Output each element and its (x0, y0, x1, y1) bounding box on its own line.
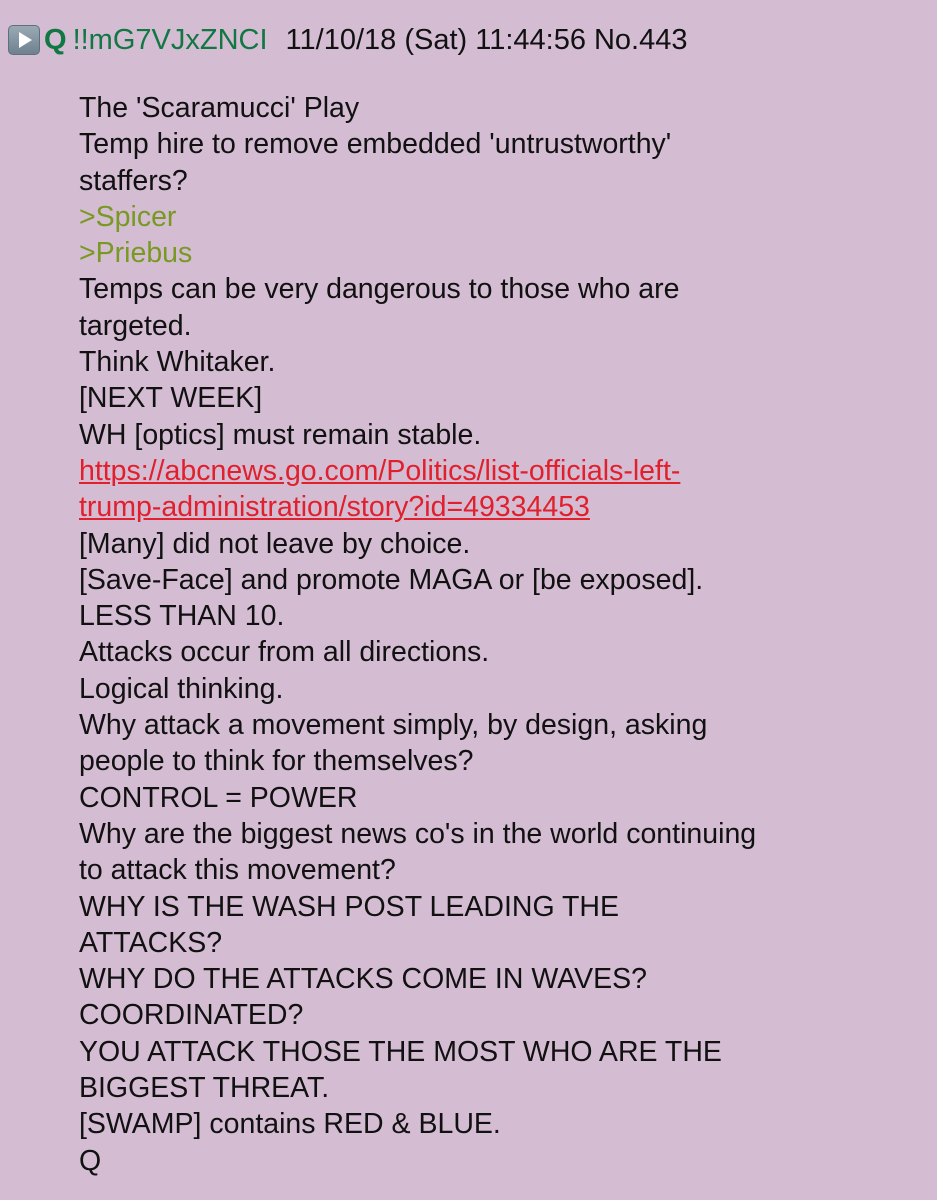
post-line: Temps can be very dangerous to those who are (79, 273, 680, 306)
post-line: [Many] did not leave by choice. (79, 527, 471, 560)
post-line: CONTROL = POWER (79, 781, 358, 814)
post-line: Logical thinking. (79, 672, 284, 705)
post-line: LESS THAN 10. (79, 600, 285, 633)
post-line: to attack this movement? (79, 854, 396, 887)
post-line: people to think for themselves? (79, 745, 474, 778)
post-number-link[interactable]: No.443 (593, 23, 688, 56)
news-link[interactable]: https://abcnews.go.com/Politics/list-officials-left- (79, 454, 681, 487)
news-link[interactable]: trump-administration/story?id=49334453 (79, 491, 590, 524)
post-line: BIGGEST THREAT. (79, 1072, 330, 1105)
tripcode: !!mG7VJxZNCI (72, 23, 268, 56)
post-signature: Q (79, 1144, 102, 1177)
post-line: Think Whitaker. (79, 346, 276, 379)
post-line: ATTACKS? (79, 926, 223, 959)
post-line: WHY IS THE WASH POST LEADING THE (79, 890, 620, 923)
poster-name: Q (44, 23, 67, 56)
post-line: Why are the biggest news co's in the world continuing (79, 817, 757, 850)
post-line: Attacks occur from all directions. (79, 636, 490, 669)
post-line: staffers? (79, 164, 188, 197)
post-line: targeted. (79, 309, 192, 342)
post-line: [Save-Face] and promote MAGA or [be exposed]. (79, 563, 704, 596)
play-icon[interactable] (8, 25, 40, 55)
greentext-quote: >Spicer (79, 200, 177, 233)
post-line: The 'Scaramucci' Play (79, 92, 360, 124)
post-line: Why attack a movement simply, by design, asking (79, 709, 708, 742)
post-line: WHY DO THE ATTACKS COME IN WAVES? (79, 963, 647, 996)
post-body (79, 90, 919, 1179)
post-line: Temp hire to remove embedded 'untrustworthy' (79, 128, 672, 161)
greentext-quote: >Priebus (79, 237, 193, 270)
post-line: [NEXT WEEK] (79, 382, 263, 415)
post-line: WH [optics] must remain stable. (79, 418, 482, 451)
post-header (8, 22, 687, 58)
post-line: [SWAMP] contains RED & BLUE. (79, 1108, 501, 1141)
post-line: YOU ATTACK THOSE THE MOST WHO ARE THE (79, 1035, 722, 1068)
post-line: COORDINATED? (79, 999, 304, 1032)
post-datetime: 11/10/18 (Sat) 11:44:56 (285, 23, 586, 56)
